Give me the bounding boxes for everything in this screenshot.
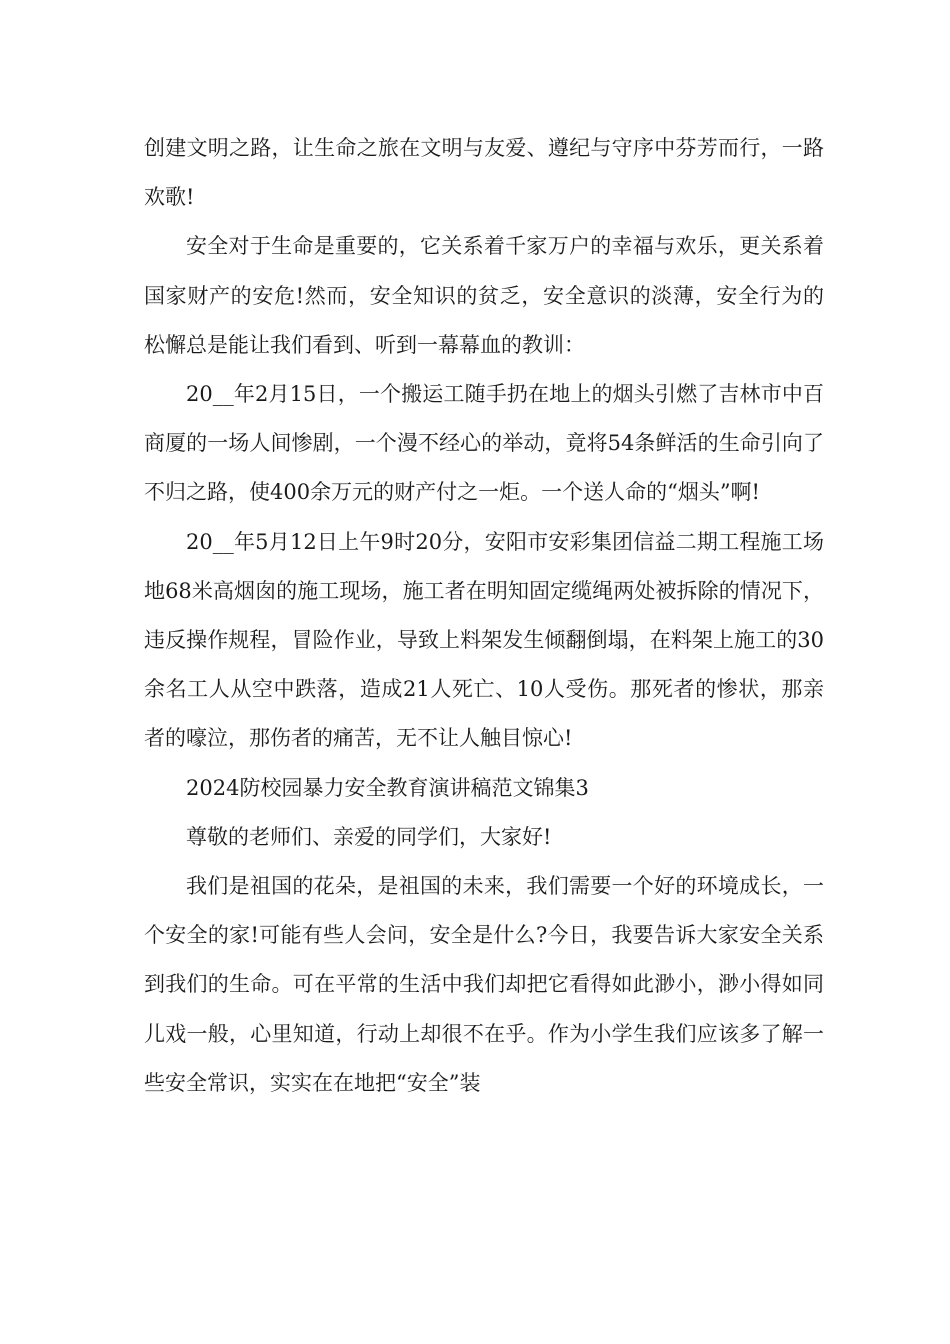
paragraph-greeting: 尊敬的老师们、亲爱的同学们，大家好! bbox=[186, 824, 552, 849]
document-body bbox=[144, 124, 824, 1108]
section-heading: 2024防校园暴力安全教育演讲稿范文锦集3 bbox=[186, 775, 589, 800]
paragraph-speech-body: 我们是祖国的花朵，是祖国的未来，我们需要一个好的环境成长，一个安全的家!可能有些人会问，安全是什么?今日，我要告诉大家安全关系到我们的生命。可在平常的生活中我们却把它看得如此渺小，渺小得如同儿戏一般，心里知道，行动上却很不在乎。作为小学生我们应该多了解一些安全常识，实实在在地把“安全”装 bbox=[144, 874, 824, 1095]
paragraph-anyang-accident: 20__年5月12日上午9时20分，安阳市安彩集团信益二期工程施工场地68米高烟囱的施工现场，施工者在明知固定缆绳两处被拆除的情况下，违反操作规程，冒险作业，导致上料架发生倾翻倒塌，在料架上施工的30余名工人从空中跌落，造成21人死亡、10人受伤。那死者的惨状，那亲者的嚎泣，那伤者的痛苦，无不让人触目惊心! bbox=[144, 529, 824, 751]
paragraph-continuation: 创建文明之路，让生命之旅在文明与友爱、遵纪与守序中芬芳而行，一路欢歌! bbox=[144, 136, 824, 210]
paragraph-jilin-fire: 20__年2月15日，一个搬运工随手扔在地上的烟头引燃了吉林市中百商厦的一场人间惨剧，一个漫不经心的举动，竟将54条鲜活的生命引向了不归之路，使400余万元的财产付之一炬。一个送人命的“烟头”啊! bbox=[144, 382, 824, 505]
paragraph-safety-importance: 安全对于生命是重要的，它关系着千家万户的幸福与欢乐，更关系着国家财产的安危!然而，安全知识的贫乏，安全意识的淡薄，安全行为的松懈总是能让我们看到、听到一幕幕血的教训： bbox=[144, 234, 824, 357]
